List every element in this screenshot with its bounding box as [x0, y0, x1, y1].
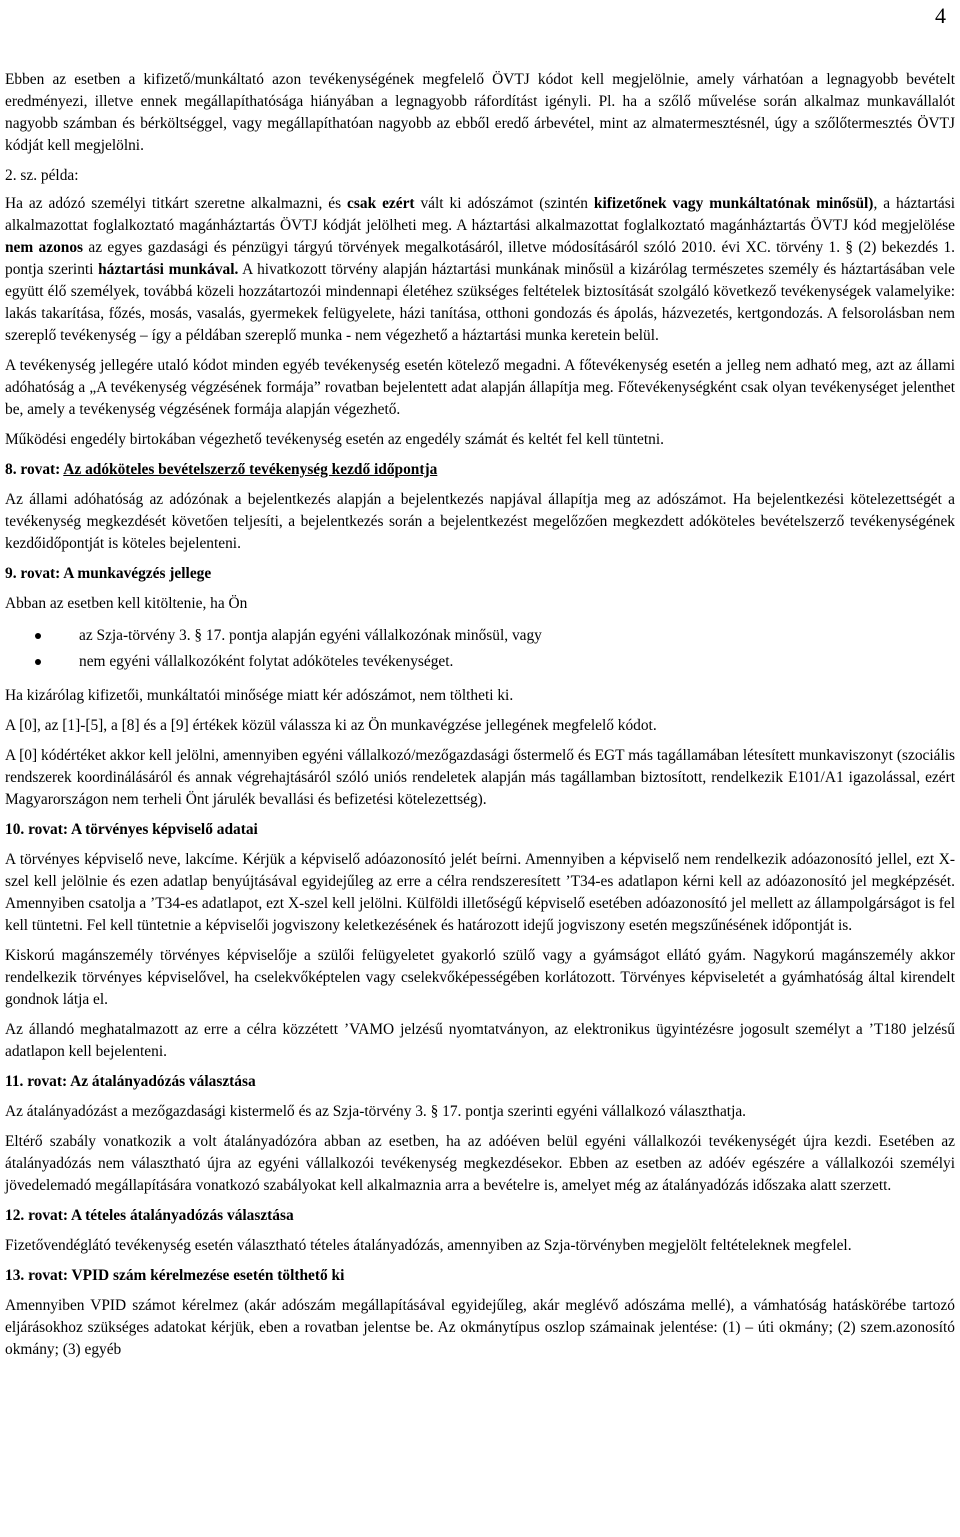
list-item: az Szja-törvény 3. § 17. pontja alapján egyéni vállalkozónak minősül, vagy — [79, 625, 955, 647]
section-10-paragraph-3: Az állandó meghatalmazott az erre a célra közzétett ’VAMO jelzésű nyomtatványon, az elektronikus ügyintézésre jogosult személyt a ’T180 jelzésű adatlapon kell bejelenteni. — [5, 1021, 955, 1060]
section-9-heading: 9. rovat: A munkavégzés jellege — [5, 565, 212, 582]
example-bold-nem-azonos: nem azonos — [5, 239, 84, 256]
document-body — [5, 69, 955, 1369]
section-9-paragraph-2: A [0], az [1]-[5], a [8] és a [9] értékek közül válassza ki az Ön munkavégzése jellegének megfelelő kódot. — [5, 717, 657, 734]
section-10-heading: 10. rovat: A törvényes képviselő adatai — [5, 821, 258, 838]
example-bold-kifizeto: kifizetőnek vagy munkáltatónak minősül) — [593, 195, 874, 212]
section-10-paragraph-1: A törvényes képviselő neve, lakcíme. Kérjük a képviselő adóazonosító jelét beírni. Amennyiben a képviselő nem rendelkezik adóazonosító jellel, ezt X-szel kell jelölnie és ezen adatlap benyújtásával egyidejűleg az erre a célra rendszeresített ’T34-es adatlapon kérni kell az adóazonosító jel megképzését. Amennyiben csatolja a ’T34-es adatlapot, ezt X-szel kell jelölni. Külföldi illetőségű képviselő esetében adóazonosító jel mellett az állampolgárságot is fel kell tüntetni. Fel kell tüntetnie a képviselői jogviszony keletkezésének és határozott idejű jogviszony esetén megszűnésének időpontját is. — [5, 851, 955, 934]
section-11-paragraph-2: Eltérő szabály vonatkozik a volt átalányadózóra abban az esetben, ha az adóéven belül egyéni vállalkozói tevékenységét újra kezdi. Esetében az átalányadózás nem választható újra az egyéni vállalkozói tevékenység megkezdésekor. Ebben az esetben az adóév egészére a vállalkozói személyi jövedelemadó megállapítására vonatkozó szabályokat kell alkalmaznia arra a bevételre is, amelyet még az átalányadózás időszaka alatt szerzett. — [5, 1133, 955, 1194]
example-text-e: , a háztartási alkalmazottat foglalkoztató magánháztartás ÖVTJ kódját jelölheti meg. A háztartási alkalmazottat foglalkoztató magánháztartás ÖVTJ kód megjelölése — [5, 195, 955, 234]
section-13-heading: 13. rovat: VPID szám kérelmezése esetén tölthető ki — [5, 1267, 345, 1284]
section-8-heading-number: 8. rovat: — [5, 461, 64, 478]
section-9-bullet-list — [5, 625, 955, 673]
example-text-g: az egyes gazdasági és pénzügyi tárgyú törvények megalkotásáról, illetve módosításáról szóló 2010. évi XC. törvény 1. § (2) bekezdés 1. pontja szerinti — [5, 239, 955, 278]
section-12-paragraph: Fizetővendéglátó tevékenység esetén választható tételes átalányadózás, amennyiben az Szja-törvényben megjelölt feltételeknek megfelel. — [5, 1237, 852, 1254]
intro-paragraph-3: A tevékenység jellegére utaló kódot minden egyéb tevékenység esetén kötelező megadni. A főtevékenység esetén a jelleg nem adható meg, azt az állami adóhatóság a „A tevékenység végzésének formája” rovatban bejelentett adat alapján állapítja meg. Főtevékenységként csak olyan tevékenységet jelenthet be, amely a tevékenység végzésének formája alapján végezhető. — [5, 357, 955, 418]
example-paragraph — [5, 193, 955, 347]
section-9-paragraph-1: Ha kizárólag kifizetői, munkáltatói minősége miatt kér adószámot, nem töltheti ki. — [5, 687, 514, 704]
section-8-heading-underlined: Az adóköteles bevételszerző tevékenység kezdő időpontja — [63, 461, 438, 478]
section-8-paragraph: Az állami adóhatóság az adózónak a bejelentkezés alapján a bejelentkezés napjával állapítja meg az adószámot. Ha bejelentkezési kötelezettségét a tevékenység megkezdését követően teljesíti, a bejelentkezés során a bejelentkezést megelőzően megkezdett adóköteles bevételszerző tevékenységének kezdőidőpontját is köteles bejelenteni. — [5, 491, 955, 552]
example-bold-haztartasi-munka: háztartási munkával. — [98, 261, 239, 278]
section-12-heading: 12. rovat: A tételes átalányadózás választása — [5, 1207, 294, 1224]
section-8-heading — [5, 459, 955, 481]
example-text-a: Ha az adózó személyi titkárt szeretne alkalmazni, és — [5, 195, 348, 212]
page-number: 4 — [935, 3, 946, 28]
example-bold-csak-ezert: csak ezért — [347, 195, 415, 212]
section-11-paragraph-1: Az átalányadózást a mezőgazdasági kistermelő és az Szja-törvény 3. § 17. pontja szerinti egyéni vállalkozó választhatja. — [5, 1103, 747, 1120]
list-item: nem egyéni vállalkozóként folytat adóköteles tevékenységet. — [79, 651, 955, 673]
example-text-c: vált ki adószámot (szintén — [414, 195, 594, 212]
section-9-intro: Abban az esetben kell kitöltenie, ha Ön — [5, 595, 248, 612]
section-10-paragraph-2: Kiskorú magánszemély törvényes képviselője a szülői felügyeletet gyakorló szülő vagy a gyámságot ellátó gyám. Nagykorú magánszemély akkor rendelkezik törvényes képviselővel, ha cselekvőképtelen vagy cselekvőképességében korlátozott. Törvényes képviseletét a gyámhatóság által kirendelt gondnok látja el. — [5, 947, 955, 1008]
section-13-paragraph: Amennyiben VPID számot kérelmez (akár adószám megállapításával egyidejűleg, akár meglévő adószáma mellé), a vámhatóság hatáskörébe tartozó eljárásokhoz szükséges adatokat kérjük, eben a rovatban jelentse be. Az okmánytípus oszlop számainak jelentése: (1) – úti okmány; (2) szem.azonosító okmány; (3) egyéb — [5, 1297, 955, 1358]
example-text-i: A hivatkozott törvény alapján háztartási munkának minősül a kizárólag természetes személy és háztartásában vele együtt élő személyek, továbbá közeli hozzátartozói mindennapi életéhez szükséges feltételek biztosítását szolgáló következő tevékenységek valamelyike: lakás takarítása, főzés, mosás, vasalás, gyermekek felügyelete, házi tanítása, otthoni gondozás és ápolás, házvezetés, kertgondozás. A felsorolásban nem szereplő tevékenység – így a példában szereplő munka - nem végezhető a háztartási munka keretein belül. — [5, 261, 956, 344]
example-label: 2. sz. példa: — [5, 167, 79, 184]
intro-paragraph-1: Ebben az esetben a kifizető/munkáltató azon tevékenységének megfelelő ÖVTJ kódot kell megjelölnie, amely várhatóan a legnagyobb bevételt eredményezi, illetve ennek megállapíthatósága hiányában a legnagyobb ráfordítást igényli. Pl. ha a szőlő művelése során alkalmaz munkavállalót nagyobb számban és bérköltséggel, vagy megállapíthatóan nagyobb az ebből eredő árbevétel, mint az almatermesztésnél, úgy a szőlőtermesztés ÖVTJ kódját kell megjelölni. — [5, 71, 955, 154]
section-9-paragraph-3: A [0] kódértéket akkor kell jelölni, amennyiben egyéni vállalkozó/mezőgazdasági őstermelő és EGT más tagállamában létesített munkaviszonyt (szociális rendszerek koordinálásáról és annak végrehajtásáról szóló uniós rendeletek alapján más tagállamban biztosított, rendelkezik E101/A1 igazolással, ezért Magyarországon nem terheli Önt járulék bevallási és befizetési kötelezettség). — [5, 747, 955, 808]
section-11-heading: 11. rovat: Az átalányadózás választása — [5, 1073, 256, 1090]
intro-paragraph-4: Működési engedély birtokában végezhető tevékenység esetén az engedély számát és keltét fel kell tüntetni. — [5, 431, 664, 448]
